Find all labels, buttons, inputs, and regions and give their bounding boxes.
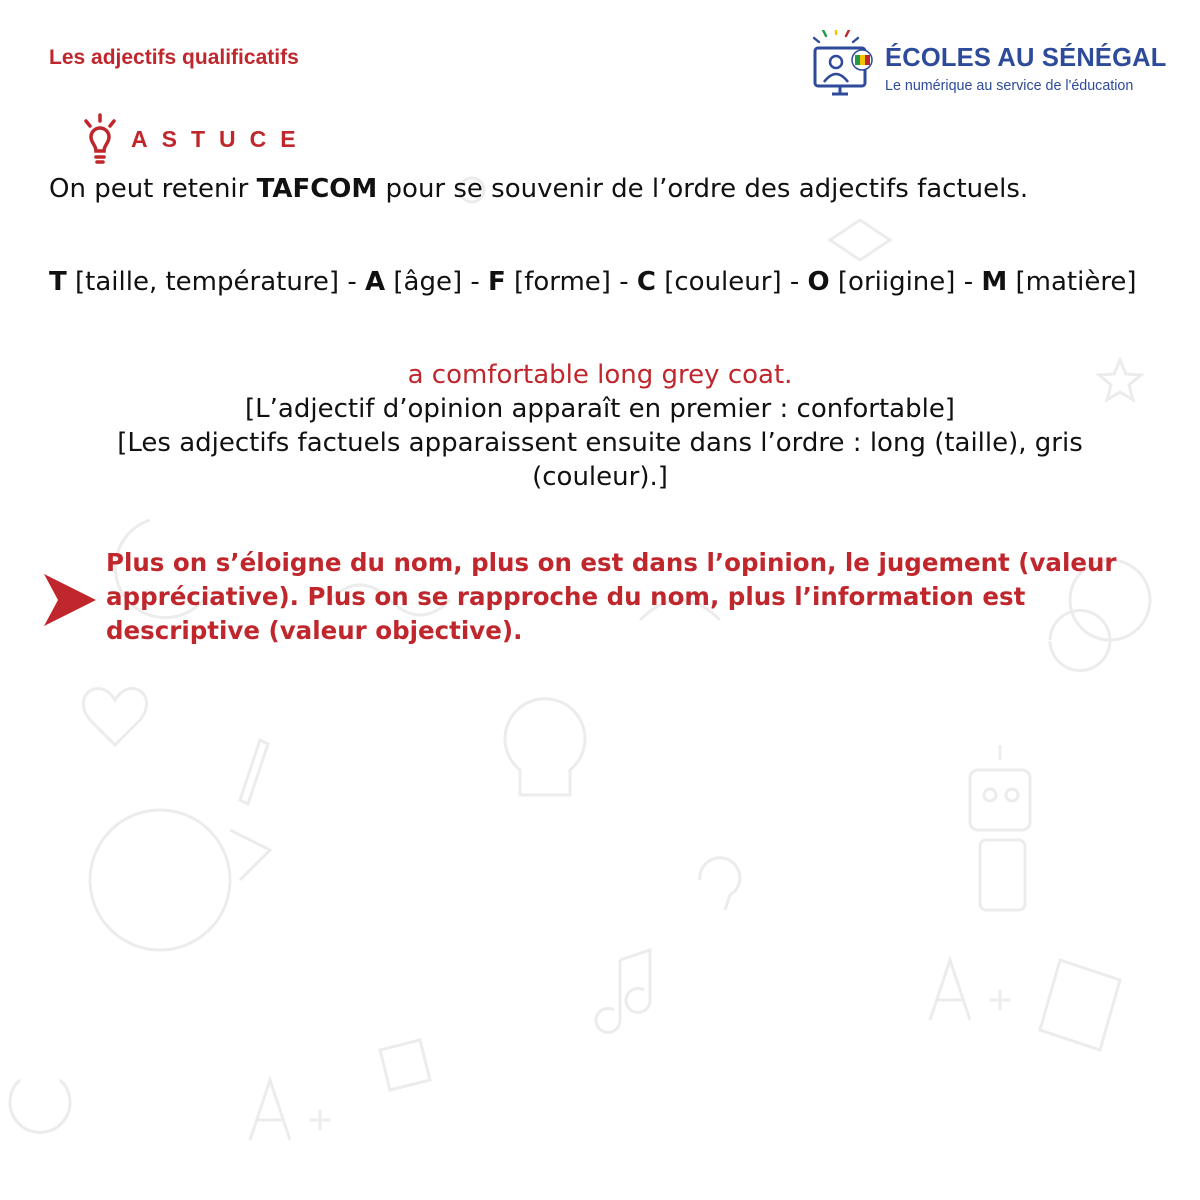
acronym: TAFCOM	[256, 174, 378, 204]
order-letter: F	[488, 267, 506, 297]
order-meaning: [matière]	[1007, 267, 1137, 297]
order-letter: T	[49, 267, 67, 297]
order-meaning: [couleur]	[655, 267, 782, 297]
brand-logo-block	[812, 30, 1167, 110]
example-note-opinion: [L’adjectif d’opinion apparaît en premier : confortable]	[245, 394, 955, 424]
order-separator: -	[610, 267, 637, 297]
order-letter: C	[636, 267, 656, 297]
conclusion-text: Plus on s’éloigne du nom, plus on est dans l’opinion, le jugement (valeur appréciative). Plus on se rapproche du nom, plus l’information est descriptive (valeur objective).	[106, 548, 1117, 645]
order-separator: -	[955, 267, 982, 297]
order-separator: -	[339, 267, 365, 297]
intro-after: pour se souvenir de l’ordre des adjectifs factuels.	[377, 174, 1029, 204]
topic-title: Les adjectifs qualificatifs	[49, 46, 299, 69]
order-letter: M	[981, 267, 1008, 297]
order-separator: -	[462, 267, 489, 297]
order-meaning: [taille, température]	[66, 267, 340, 297]
order-meaning: [âge]	[385, 267, 463, 297]
adjective-order	[49, 265, 1149, 299]
example-english: a comfortable long grey coat.	[407, 360, 793, 390]
order-letter: O	[807, 267, 830, 297]
tip-intro	[49, 172, 1149, 206]
intro-before: On peut retenir	[49, 174, 257, 204]
order-letter: A	[364, 267, 386, 297]
brand-tagline: Le numérique au service de l'éducation	[885, 78, 1134, 94]
tip-label: ASTUCE	[131, 126, 310, 152]
example-note-factual: [Les adjectifs factuels apparaissent ensuite dans l’ordre : long (taille), gris (couleur).]	[117, 428, 1083, 492]
order-separator: -	[781, 267, 808, 297]
order-meaning: [forme]	[505, 267, 611, 297]
lightbulb-icon	[80, 113, 120, 169]
order-meaning: [oriigine]	[829, 267, 956, 297]
brand-name: ÉCOLES AU SÉNÉGAL	[885, 44, 1167, 72]
arrow-pointer-icon	[42, 572, 98, 628]
brand-logo-icon	[812, 30, 882, 104]
example-block	[60, 358, 1140, 494]
